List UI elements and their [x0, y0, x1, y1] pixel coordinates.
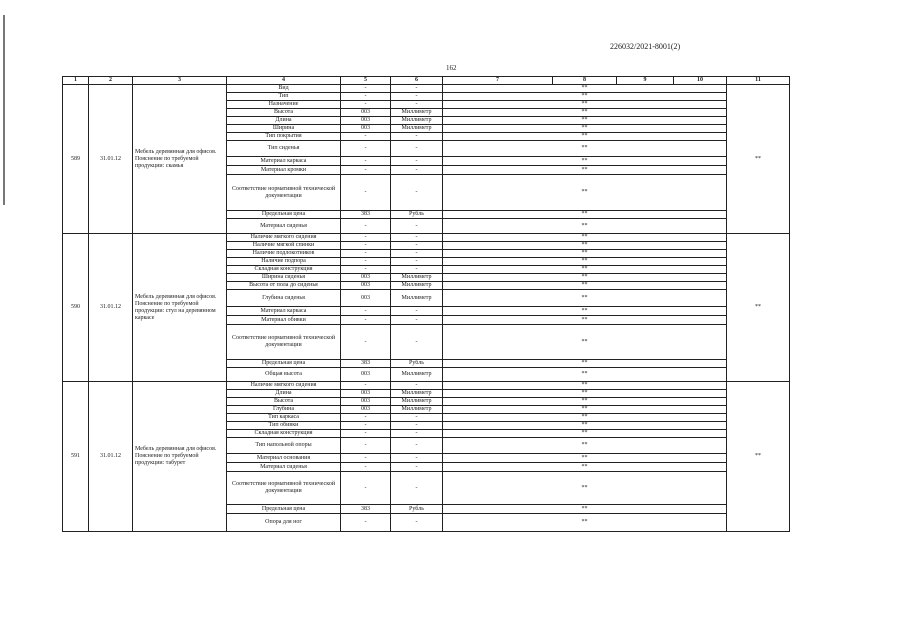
- attribute-name: Тип каркаса: [227, 414, 341, 422]
- value-cell: **: [443, 422, 727, 430]
- unit-name: -: [391, 514, 443, 532]
- value-cell: **: [443, 514, 727, 532]
- value-cell: **: [443, 250, 727, 258]
- unit-name: -: [391, 325, 443, 360]
- attribute-name: Высота от пола до сиденья: [227, 282, 341, 290]
- value-cell: **: [443, 166, 727, 175]
- attribute-name: Длина: [227, 390, 341, 398]
- unit-code: 003: [341, 368, 391, 382]
- attribute-name: Предельная цена: [227, 360, 341, 368]
- header-cell: 4: [227, 77, 341, 85]
- unit-code: -: [341, 514, 391, 532]
- unit-name: -: [391, 258, 443, 266]
- value-cell: **: [443, 85, 727, 93]
- header-cell: 9: [617, 77, 674, 85]
- unit-name: Миллиметр: [391, 117, 443, 125]
- header-cell: 8: [553, 77, 617, 85]
- unit-name: Миллиметр: [391, 274, 443, 282]
- unit-name: -: [391, 234, 443, 242]
- unit-name: Миллиметр: [391, 125, 443, 133]
- value-cell: **: [443, 382, 727, 390]
- value-cell: **: [443, 219, 727, 234]
- value-cell: **: [443, 390, 727, 398]
- unit-name: Миллиметр: [391, 290, 443, 307]
- table-row: [63, 382, 790, 390]
- attribute-name: Общая высота: [227, 368, 341, 382]
- attribute-name: Складная конструкция: [227, 266, 341, 274]
- note-cell: **: [727, 85, 790, 234]
- unit-code: -: [341, 463, 391, 472]
- attribute-name: Материал каркаса: [227, 157, 341, 166]
- unit-name: -: [391, 414, 443, 422]
- header-cell: 1: [63, 77, 89, 85]
- attribute-name: Ширина: [227, 125, 341, 133]
- unit-name: -: [391, 166, 443, 175]
- value-cell: **: [443, 414, 727, 422]
- value-cell: **: [443, 454, 727, 463]
- value-cell: **: [443, 141, 727, 157]
- unit-code: -: [341, 219, 391, 234]
- okpd-code: 31.01.12: [89, 85, 133, 234]
- unit-code: 383: [341, 505, 391, 514]
- attribute-name: Тип напольной опоры: [227, 438, 341, 454]
- unit-name: Рубль: [391, 360, 443, 368]
- header-cell: 11: [727, 77, 790, 85]
- value-cell: **: [443, 316, 727, 325]
- attribute-name: Вид: [227, 85, 341, 93]
- unit-name: -: [391, 219, 443, 234]
- unit-code: 003: [341, 390, 391, 398]
- value-cell: **: [443, 463, 727, 472]
- table-row: [63, 85, 790, 93]
- note-cell: **: [727, 234, 790, 382]
- attribute-name: Назначение: [227, 101, 341, 109]
- attribute-name: Материал сиденья: [227, 219, 341, 234]
- unit-code: 003: [341, 117, 391, 125]
- unit-code: 003: [341, 109, 391, 117]
- unit-name: -: [391, 430, 443, 438]
- unit-code: -: [341, 250, 391, 258]
- unit-code: -: [341, 316, 391, 325]
- attribute-name: Ширина сиденья: [227, 274, 341, 282]
- unit-name: -: [391, 472, 443, 505]
- unit-code: -: [341, 266, 391, 274]
- unit-name: Рубль: [391, 505, 443, 514]
- attribute-name: Материал сиденья: [227, 463, 341, 472]
- unit-name: -: [391, 85, 443, 93]
- value-cell: **: [443, 472, 727, 505]
- unit-name: Миллиметр: [391, 368, 443, 382]
- value-cell: **: [443, 438, 727, 454]
- attribute-name: Материал кромки: [227, 166, 341, 175]
- unit-name: -: [391, 454, 443, 463]
- attribute-name: Материал каркаса: [227, 307, 341, 316]
- header-cell: 2: [89, 77, 133, 85]
- value-cell: **: [443, 175, 727, 211]
- unit-code: -: [341, 472, 391, 505]
- value-cell: **: [443, 101, 727, 109]
- attribute-name: Наличие мягкого сидения: [227, 234, 341, 242]
- unit-code: -: [341, 157, 391, 166]
- value-cell: **: [443, 117, 727, 125]
- unit-code: 003: [341, 406, 391, 414]
- unit-name: Рубль: [391, 211, 443, 219]
- attribute-name: Предельная цена: [227, 505, 341, 514]
- attribute-name: Наличие подпора: [227, 258, 341, 266]
- product-name: Мебель деревянная для офисов. Пояснение по требуемой продукции: табурет: [133, 382, 227, 532]
- attribute-name: Материал основания: [227, 454, 341, 463]
- product-name: Мебель деревянная для офисов. Пояснение по требуемой продукции: скамья: [133, 85, 227, 234]
- row-number: 589: [63, 85, 89, 234]
- attribute-name: Наличие мягкого сидения: [227, 382, 341, 390]
- unit-code: -: [341, 141, 391, 157]
- attribute-name: Соответствие нормативной технической документации: [227, 325, 341, 360]
- unit-code: 003: [341, 125, 391, 133]
- attribute-name: Тип: [227, 93, 341, 101]
- attribute-name: Глубина: [227, 406, 341, 414]
- attribute-name: Опора для ног: [227, 514, 341, 532]
- document-id: 226032/2021-8001(2): [610, 42, 681, 51]
- unit-name: Миллиметр: [391, 390, 443, 398]
- unit-name: -: [391, 101, 443, 109]
- table-body: [63, 77, 790, 532]
- value-cell: **: [443, 290, 727, 307]
- attribute-name: Тип сиденья: [227, 141, 341, 157]
- unit-name: -: [391, 157, 443, 166]
- unit-code: 383: [341, 360, 391, 368]
- unit-name: -: [391, 307, 443, 316]
- attribute-name: Соответствие нормативной технической документации: [227, 472, 341, 505]
- value-cell: **: [443, 274, 727, 282]
- unit-code: -: [341, 242, 391, 250]
- value-cell: **: [443, 307, 727, 316]
- value-cell: **: [443, 125, 727, 133]
- okpd-code: 31.01.12: [89, 234, 133, 382]
- header-cell: 6: [391, 77, 443, 85]
- unit-name: Миллиметр: [391, 398, 443, 406]
- row-number: 590: [63, 234, 89, 382]
- attribute-name: Тип обивки: [227, 422, 341, 430]
- unit-name: -: [391, 141, 443, 157]
- okpd-code: 31.01.12: [89, 382, 133, 532]
- page-number: 162: [446, 64, 457, 72]
- value-cell: **: [443, 282, 727, 290]
- attribute-name: Предельная цена: [227, 211, 341, 219]
- value-cell: **: [443, 133, 727, 141]
- unit-name: -: [391, 422, 443, 430]
- value-cell: **: [443, 430, 727, 438]
- value-cell: **: [443, 258, 727, 266]
- header-cell: 3: [133, 77, 227, 85]
- value-cell: **: [443, 505, 727, 514]
- unit-code: -: [341, 430, 391, 438]
- attribute-name: Наличие мягкой спинки: [227, 242, 341, 250]
- value-cell: **: [443, 93, 727, 101]
- unit-code: -: [341, 101, 391, 109]
- unit-code: 003: [341, 274, 391, 282]
- unit-code: 003: [341, 282, 391, 290]
- header-cell: 10: [674, 77, 727, 85]
- header-row: [63, 77, 790, 85]
- value-cell: **: [443, 211, 727, 219]
- note-cell: **: [727, 382, 790, 532]
- unit-name: -: [391, 175, 443, 211]
- unit-name: Миллиметр: [391, 282, 443, 290]
- scan-edge-mark: [3, 15, 5, 205]
- unit-name: -: [391, 463, 443, 472]
- unit-name: -: [391, 93, 443, 101]
- value-cell: **: [443, 234, 727, 242]
- attribute-name: Высота: [227, 398, 341, 406]
- unit-name: -: [391, 382, 443, 390]
- header-cell: 7: [443, 77, 553, 85]
- unit-name: -: [391, 316, 443, 325]
- value-cell: **: [443, 368, 727, 382]
- value-cell: **: [443, 109, 727, 117]
- unit-code: -: [341, 166, 391, 175]
- product-name: Мебель деревянная для офисов. Пояснение по требуемой продукции: стул на деревянном каркасе: [133, 234, 227, 382]
- unit-code: -: [341, 175, 391, 211]
- unit-name: Миллиметр: [391, 406, 443, 414]
- characteristics-table: [62, 76, 790, 532]
- value-cell: **: [443, 157, 727, 166]
- table-row: [63, 234, 790, 242]
- attribute-name: Тип покрытия: [227, 133, 341, 141]
- value-cell: **: [443, 242, 727, 250]
- unit-code: -: [341, 85, 391, 93]
- unit-code: -: [341, 93, 391, 101]
- unit-code: -: [341, 258, 391, 266]
- unit-name: -: [391, 438, 443, 454]
- unit-name: -: [391, 266, 443, 274]
- unit-name: -: [391, 133, 443, 141]
- unit-code: -: [341, 133, 391, 141]
- attribute-name: Высота: [227, 109, 341, 117]
- value-cell: **: [443, 360, 727, 368]
- unit-code: 003: [341, 290, 391, 307]
- unit-name: -: [391, 242, 443, 250]
- unit-code: -: [341, 438, 391, 454]
- header-cell: 5: [341, 77, 391, 85]
- attribute-name: Складная конструкция: [227, 430, 341, 438]
- unit-code: 383: [341, 211, 391, 219]
- unit-code: -: [341, 325, 391, 360]
- unit-name: -: [391, 250, 443, 258]
- value-cell: **: [443, 325, 727, 360]
- unit-code: -: [341, 414, 391, 422]
- unit-code: -: [341, 234, 391, 242]
- attribute-name: Длина: [227, 117, 341, 125]
- value-cell: **: [443, 266, 727, 274]
- attribute-name: Соответствие нормативной технической документации: [227, 175, 341, 211]
- unit-name: Миллиметр: [391, 109, 443, 117]
- value-cell: **: [443, 406, 727, 414]
- unit-code: -: [341, 307, 391, 316]
- unit-code: -: [341, 382, 391, 390]
- unit-code: 003: [341, 398, 391, 406]
- value-cell: **: [443, 398, 727, 406]
- attribute-name: Глубина сиденья: [227, 290, 341, 307]
- attribute-name: Материал обивки: [227, 316, 341, 325]
- attribute-name: Наличие подлокотников: [227, 250, 341, 258]
- unit-code: -: [341, 454, 391, 463]
- row-number: 591: [63, 382, 89, 532]
- unit-code: -: [341, 422, 391, 430]
